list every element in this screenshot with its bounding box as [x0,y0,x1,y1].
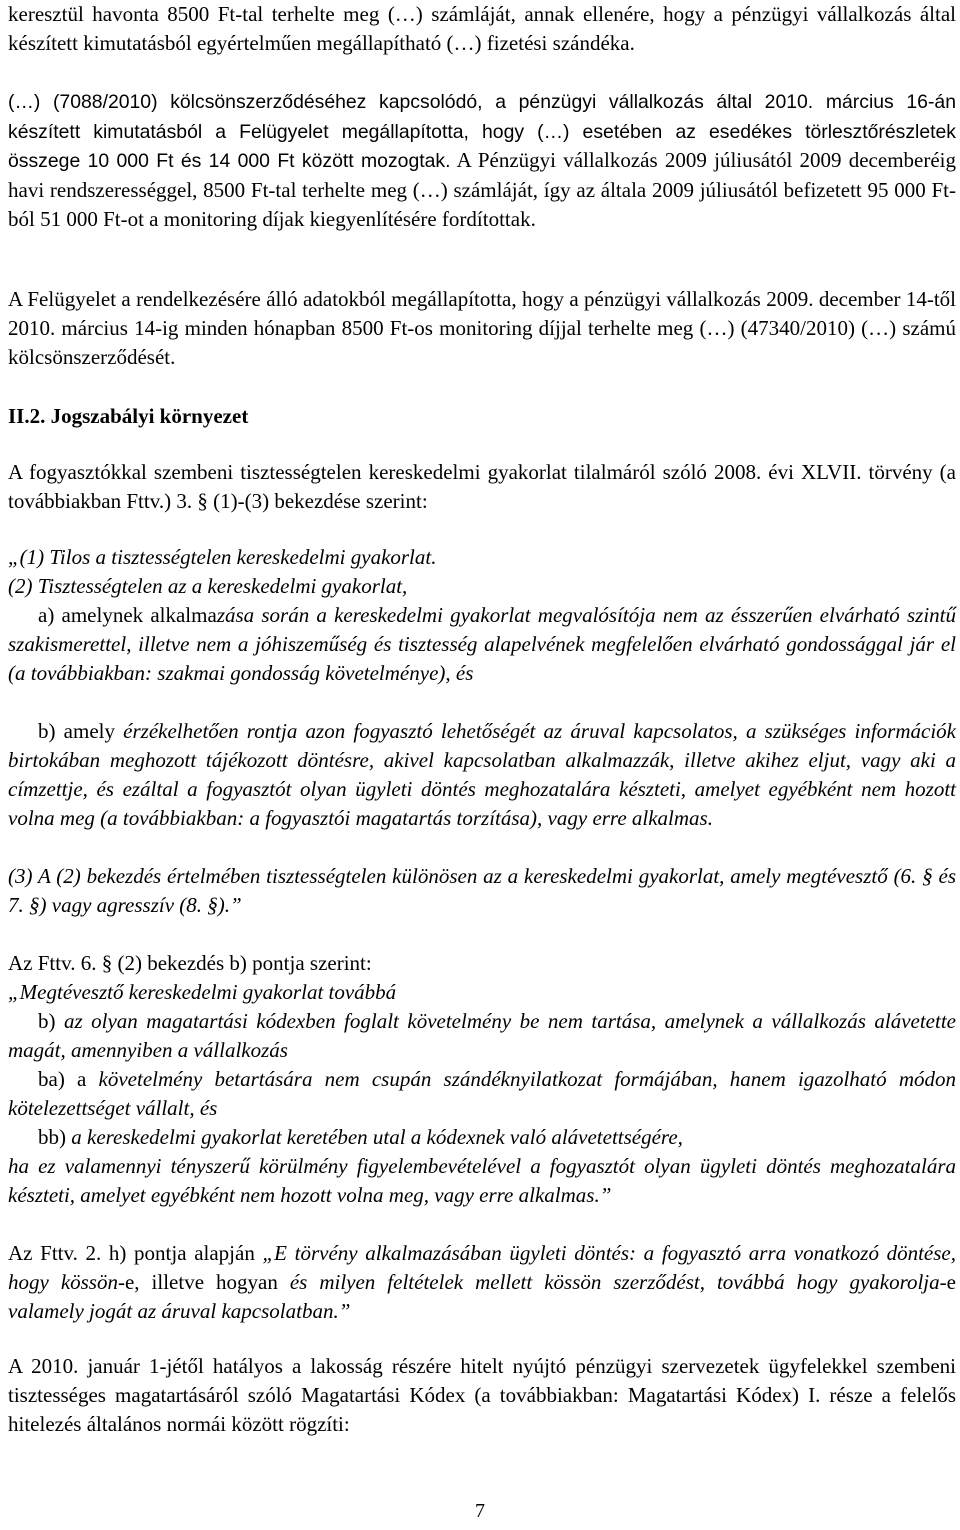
fttv-2h-quote-1: „E törvény alkalmazásában ügyleti döntés: a fogyasztó arra vonatkozó döntése, hogy kössön [8,1241,956,1294]
paragraph-fttv-6: Az Fttv. 6. § (2) bekezdés b) pontja szerint: [8,951,372,975]
quote-point-b [8,717,956,833]
quote-misleading-ba-text: követelmény betartására nem csupán szándéknyilatkozat formájában, hanem igazolható módon kötelezettséget vállalt, és [8,1067,956,1120]
section-heading: II.2. Jogszabályi környezet [8,404,249,428]
paragraph-monitoring-charge: keresztül havonta 8500 Ft-tal terhelte meg (…) számláját, annak ellenére, hogy a pénzügyi vállalkozás által készített kimutatásból egyértelműen megállapítható (…) fizetési szándéka. [8,2,956,55]
quote-point-b-text: érzékelhetően rontja azon fogyasztó lehetőségét az áruval kapcsolatos, a szükséges információk birtokában meghozott tájékozott döntésre, akivel kapcsolatban alkalmazzák, illetve akihez eljut, vagy aki a címzettje, és ezáltal a fogyasztót olyan ügyleti döntés meghozatalára készteti, amelyet egyébként nem hozott volna meg (a továbbiakban: a fogyasztói magatartás torzítása), vagy erre alkalmas. [8,719,956,830]
quote-point-a-prefix: a) amelynek alkalma [38,603,217,627]
quote-misleading-bb-prefix: bb) [38,1125,72,1149]
quote-line-1: „(1) Tilos a tisztességtelen kereskedelmi gyakorlat. [8,545,437,569]
fttv-2h-mid-2: -e [939,1270,956,1294]
fttv-2h-quote-2: és milyen feltételek mellett kössön szerződést, továbbá hogy gyakorolja [289,1270,940,1294]
paragraph-loan-analysis-sans: (…) (7088/2010) kölcsönszerződéséhez kapcsolódó, a pénzügyi vállalkozás által 2010. március 16-án készített kimutatásból a Felügyelet megállapította, hogy (…) esetében az esedékes törlesztőrészletek összege 10 000 Ft és 14 000 Ft között mozogtak. [8,91,956,173]
quote-misleading-b [8,1007,956,1065]
quote-misleading-b-text: az olyan magatartási kódexben foglalt követelmény be nem tartása, amelynek a vállalkozás alávetette magát, amennyiben a vállalkozás [8,1009,956,1062]
quote-point-a-text: zása során a kereskedelmi gyakorlat megvalósítója nem az ésszerűen elvárható szintű szakismerettel, illetve nem a jóhiszeműség és tisztesség alapelvének megfelelően elvárható gondossággal jár el (a továbbiakban: szakmai gondosság követelménye), és [8,603,956,685]
quote-misleading-condition: ha ez valamennyi tényszerű körülmény figyelembevételével a fogyasztót olyan ügyleti döntés meghozatalára készteti, amelyet egyébként nem hozott volna meg, vagy erre alkalmas.” [8,1154,956,1207]
fttv-2h-mid: -e, illetve hogyan [117,1270,290,1294]
quote-point-a [8,601,956,688]
page-number: 7 [475,1500,485,1522]
quote-misleading-ba-prefix: ba) a [38,1067,99,1091]
quote-misleading-1: „Megtévesztő kereskedelmi gyakorlat továbbá [8,980,397,1004]
paragraph-fttv-intro: A fogyasztókkal szembeni tisztességtelen kereskedelmi gyakorlat tilalmáról szóló 2008. évi XLVII. törvény (a továbbiakban Fttv.) 3. § (1)-(3) bekezdése szerint: [8,460,956,513]
quote-point-3: (3) A (2) bekezdés értelmében tisztességtelen különösen az a kereskedelmi gyakorlat, amely megtévesztő (6. § és 7. §) vagy agresszív (8. §).” [8,864,956,917]
paragraph-code-of-conduct: A 2010. január 1-jétől hatályos a lakosság részére hitelt nyújtó pénzügyi szervezetek ügyfelekkel szembeni tisztességes magatartásáról szóló Magatartási Kódex (a továbbiakban: Magatartási Kódex) I. része a felelős hitelezés általános normái között rögzíti: [8,1354,956,1436]
quote-misleading-bb [38,1123,683,1152]
quote-misleading-bb-text: a kereskedelmi gyakorlat keretében utal a kódexnek való alávetettségére, [71,1125,683,1149]
fttv-2h-prefix: Az Fttv. 2. h) pontja alapján [8,1241,263,1265]
quote-line-2: (2) Tisztességtelen az a kereskedelmi gyakorlat, [8,574,408,598]
paragraph-fttv-2h [8,1239,956,1326]
paragraph-felugyelet-finding: A Felügyelet a rendelkezésére álló adatokból megállapította, hogy a pénzügyi vállalkozás 2009. december 14-től 2010. március 14-ig minden hónapban 8500 Ft-os monitoring díjjal terhelte meg (…) (47340/2010) (…) számú kölcsönszerződését. [8,287,956,369]
quote-misleading-b-prefix: b) [38,1009,64,1033]
quote-misleading-ba [8,1065,956,1123]
fttv-2h-quote-3: valamely jogát az áruval kapcsolatban.” [8,1299,351,1323]
paragraph-loan-analysis-serif: A Pénzügyi vállalkozás 2009 júliusától 2009 decemberéig havi rendszerességgel, 8500 Ft-tal terhelte meg (…) számláját, így az általa 2009 júliusától befizetett 95 000 Ft-ból 51 000 Ft-ot a monitoring díjak kiegyenlítésére fordítottak. [8,148,957,231]
quote-point-b-prefix: b) amely [38,719,124,743]
paragraph-loan-analysis [8,87,956,234]
